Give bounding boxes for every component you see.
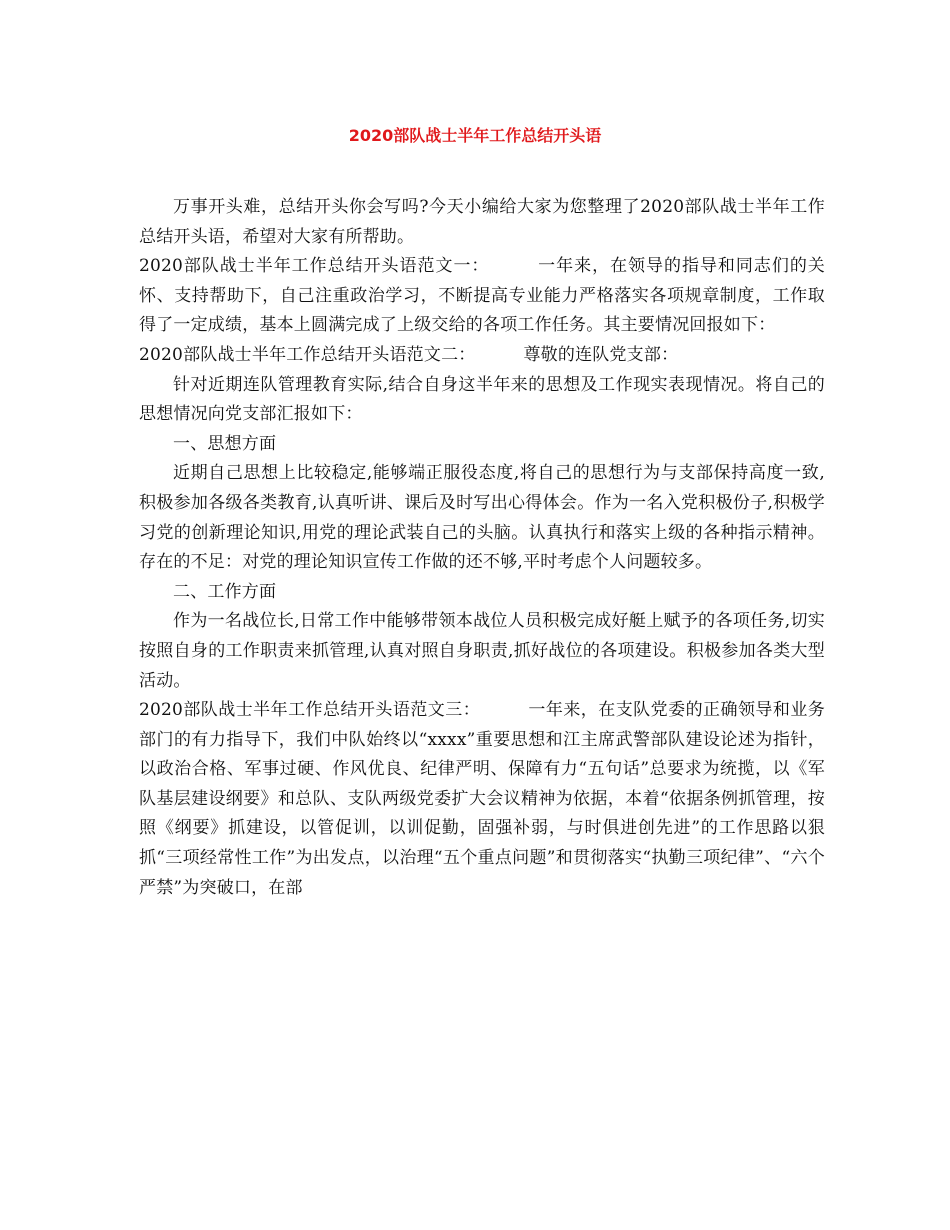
section-heading-work — [139, 578, 825, 608]
sample-one-paragraph — [139, 252, 825, 341]
document-body — [139, 193, 825, 903]
sample-heading: 2020部队战士半年工作总结开头语范文三： — [139, 700, 481, 721]
document-title: 2020部队战士半年工作总结开头语 — [348, 126, 602, 145]
paragraph-text: 一年来，在支队党委的正确领导和业务部门的有力指导下，我们中队始终以“xxxx”重要思想和江主席武警部队建设论述为指针，以政治合格、军事过硬、作风优良、纪律严明、保障有力“五句话”总要求为统揽，以《军队基层建设纲要》和总队、支队两级党委扩大会议精神为依据，本着“依据条例抓管理，按照《纲要》抓建设，以管促训，以训促勤，固强补弱，与时俱进创先进”的工作思路以狠抓“三项经常性工作”为出发点，以治理“五个重点问题”和贯彻落实“执勤三项纪律”、“六个严禁”为突破口，在部 — [139, 700, 825, 898]
paragraph-text: 近期自己思想上比较稳定,能够端正服役态度,将自己的思想行为与支部保持高度一致,积极参加各级各类教育,认真听讲、课后及时写出心得体会。作为一名入党积极份子,积极学习党的创新理论知识,用党的理论武装自己的头脑。认真执行和落实上级的各种指示精神。 存在的不足：对党的理论知识宣传工作做的还不够,平时考虑个人问题较多。 — [139, 463, 825, 573]
report-intro-paragraph — [139, 371, 825, 430]
intro-paragraph — [139, 193, 825, 252]
sample-two-paragraph — [139, 341, 825, 371]
paragraph-text: 一年来，在领导的指导和同志们的关怀、支持帮助下，自己注重政治学习，不断提高专业能力严格落实各项规章制度，工作取得了一定成绩，基本上圆满完成了上级交给的各项工作任务。其主要情况回报如下： — [139, 256, 825, 336]
sample-three-paragraph — [139, 696, 825, 903]
section-heading: 二、工作方面 — [173, 581, 277, 602]
sample-heading: 2020部队战士半年工作总结开头语范文二： — [139, 344, 476, 365]
paragraph-text: 万事开头难，总结开头你会写吗?今天小编给大家为您整理了2020部队战士半年工作总结开头语，希望对大家有所帮助。 — [139, 197, 825, 247]
section-heading-thought — [139, 430, 825, 460]
thought-paragraph — [139, 459, 825, 577]
sample-heading: 2020部队战士半年工作总结开头语范文一： — [139, 256, 490, 277]
work-paragraph — [139, 607, 825, 696]
paragraph-text: 尊敬的连队党支部： — [523, 344, 679, 365]
paragraph-text: 作为一名战位长,日常工作中能够带领本战位人员积极完成好艇上赋予的各项任务,切实按照自身的工作职责来抓管理,认真对照自身职责,抓好战位的各项建设。积极参加各类大型活动。 — [139, 611, 825, 691]
paragraph-text: 针对近期连队管理教育实际,结合自身这半年来的思想及工作现实表现情况。将自己的思想情况向党支部汇报如下： — [139, 374, 825, 425]
section-heading: 一、思想方面 — [173, 433, 277, 454]
